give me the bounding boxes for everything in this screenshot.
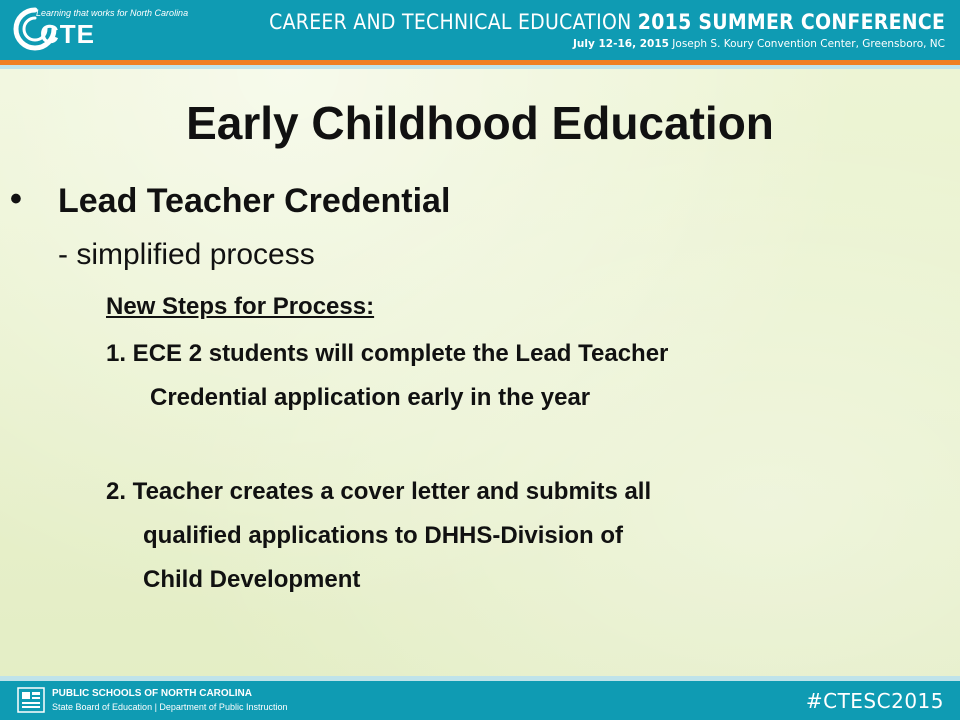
conference-title-bold: 2015 SUMMER CONFERENCE: [637, 10, 945, 34]
step-2-line-3: Child Development: [143, 566, 361, 593]
step-2-line-2: qualified applications to DHHS-Division of: [143, 522, 624, 549]
footer-organization: PUBLIC SCHOOLS OF NORTH CAROLINA: [52, 688, 252, 699]
step-2-line-1: 2. Teacher creates a cover letter and submits all: [106, 478, 652, 505]
footer-department: State Board of Education | Department of Public Instruction: [52, 702, 288, 712]
footer-bar: [0, 681, 960, 720]
conference-header: [0, 0, 960, 60]
bullet-heading: Lead Teacher Credential: [58, 182, 451, 220]
conference-dates: July 12-16, 2015: [573, 38, 669, 50]
bullet-subtext: - simplified process: [58, 238, 315, 271]
conference-subtitle: [573, 38, 945, 50]
logo-tagline: Learning that works for North Carolina: [36, 8, 189, 18]
conference-title: [269, 10, 945, 34]
bullet-symbol: •: [10, 180, 22, 218]
step-1-line-2: Credential application early in the year: [150, 384, 591, 411]
conference-hashtag: #CTESC2015: [805, 689, 944, 713]
header-light-stripe: [0, 65, 960, 69]
conference-title-prefix: CAREER AND TECHNICAL EDUCATION: [268, 10, 632, 34]
slide-title: Early Childhood Education: [186, 97, 774, 149]
step-1-line-1: 1. ECE 2 students will complete the Lead Teacher: [106, 340, 669, 367]
steps-heading: New Steps for Process:: [106, 293, 375, 320]
nc-emblem-icon: [16, 685, 46, 715]
logo-text: CTE: [40, 19, 95, 49]
conference-venue: Joseph S. Koury Convention Center, Greensboro, NC: [672, 38, 945, 50]
